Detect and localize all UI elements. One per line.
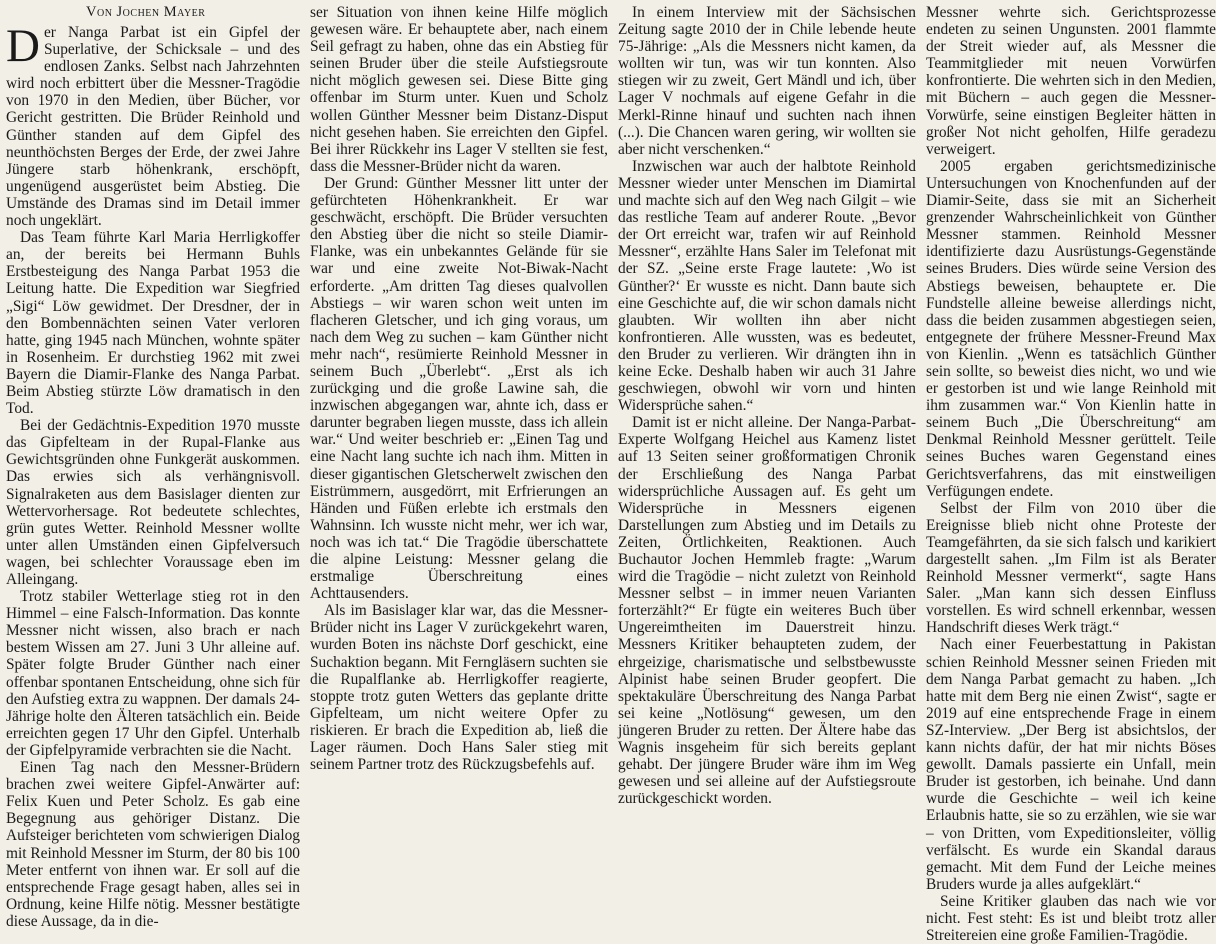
paragraph: Bei der Gedächtnis-Expedition 1970 musste das Gipfelteam in der Rupal-Flanke aus Gewichtsgründen ohne Funkgerät auskommen. Das erwies sich als verhängnisvoll. Signalraketen aus dem Basislager dienten zur Wettervorhersage. Rot bedeutete schlechtes, grün gutes Wetter. Reinhold Messner wollte unter allen Umständen einen Gipfelversuch wagen, bei schlechter Voraussage eben im Alleingang. (6, 417, 300, 588)
paragraph: Trotz stabiler Wetterlage stieg rot in den Himmel – eine Falsch-Information. Das konnte Messner nicht wissen, also brach er nach bestem Wissen am 27. Juni 3 Uhr alleine auf. Später folgte Bruder Günther nach einer offenbar spontanen Entscheidung, ohne sich für den Aufstieg extra zu wappnen. Der damals 24-Jährige holte den Älteren tatsächlich ein. Beide erreichten gegen 17 Uhr den Gipfel. Unterhalb der Gipfelpyramide verbrachten sie die Nacht. (6, 588, 300, 759)
column-4 (926, 4, 1216, 944)
paragraph: Der Nanga Parbat ist ein Gipfel der Superlative, der Schicksale – und des endlosen Zanks. Selbst nach Jahrzehnten wird noch erbittert über die Messner-Tragödie von 1970 in den Medien, über Bücher, vor Gericht gestritten. Die Brüder Reinhold und Günther standen auf dem Gipfel des neunthöchsten Berges der Erde, der zwei Jahre Jüngere starb höhenkrank, erschöpft, ungenügend ausgerüstet beim Abstieg. Die Umstände des Dramas sind im Detail immer noch ungeklärt. (6, 20, 300, 230)
byline: Von Jochen Mayer (86, 4, 206, 20)
paragraph: Einen Tag nach den Messner-Brüdern brachen zwei weitere Gipfel-Anwärter auf: Felix Kuen und Peter Scholz. Es gab eine Begegnung aus gehöriger Distanz. Die Aufsteiger berichteten vom schwierigen Dialog mit Reinhold Messner im Sturm, der 80 bis 100 Meter entfernt von ihnen war. Er soll auf die entsprechende Frage gesagt haben, alles sei in Ordnung, keine Hilfe nötig. Messner bestätigte diese Aussage, da in die- (6, 759, 300, 930)
paragraph-continued: Messner wehrte sich. Gerichtsprozesse endeten zu seinen Ungunsten. 2001 flammte der Streit wieder auf, als Messner die Teammitglieder mit neuen Vorwürfen konfrontierte. Die wehrten sich in den Medien, mit Büchern – auch gegen die Messner-Vorwürfe, seine einstigen Begleiter hätten in großer Not nicht geholfen, Hilfe geradezu verweigert. (926, 4, 1216, 158)
paragraph: 2005 ergaben gerichtsmedizinische Untersuchungen von Knochenfunden auf der Diamir-Seite, dass sie mit an Sicherheit grenzender Wahrscheinlichkeit von Günther Messner stammen. Reinhold Messner identifizierte dazu Ausrüstungs-Gegenstände seines Bruders. Dies würde seine Version des Abstiegs beweisen, behauptete er. Die Fundstelle alleine beweise allerdings nicht, dass die beiden zusammen abgestiegen seien, entgegnete der frühere Messner-Freund Max von Kienlin. „Wenn es tatsächlich Günther sein sollte, so beweist dies nicht, wo und wie er gestorben ist und wie lange Reinhold mit ihm zusammen war.“ Von Kienlin hatte in seinem Buch „Die Überschreitung“ am Denkmal Reinhold Messner gerüttelt. Teile seines Buches waren Gegenstand eines Gerichtsverfahrens, das mit einstweiligen Verfügungen endete. (926, 157, 1216, 500)
column-2 (310, 4, 608, 944)
paragraph: Damit ist er nicht alleine. Der Nanga-Parbat-Experte Wolfgang Heichel aus Kamenz listet auf 13 Seiten seiner großformatigen Chronik der Erschließung des Nanga Parbat widersprüchliche Aussagen auf. Es geht um Widersprüche in Messners eigenen Darstellungen zum Abstieg und im Details zu Zeiten, Örtlichkeiten, Reaktionen. Auch Buchautor Jochen Hemmleb fragte: „Warum wird die Tragödie – nicht zuletzt von Reinhold Messner selbst – in immer neuen Varianten forterzählt?“ Er fügte ein weiteres Buch über Ungereimtheiten im Dauerstreit hinzu. Messners Kritiker behaupteten zudem, der ehrgeizige, charismatische und selbstbewusste Alpinist habe seinen Bruder geopfert. Die spektakuläre Überschreitung des Nanga Parbat sei keine „Notlösung“ gewesen, um den jüngeren Bruder zu retten. Der Ältere habe das Wagnis insgeheim für sich bereits geplant gehabt. Der jüngere Bruder wäre ihm im Weg gewesen und sei alleine auf der Aufstiegsroute zurückgeschickt worden. (618, 414, 916, 808)
paragraph: Der Grund: Günther Messner litt unter der gefürchteten Höhenkrankheit. Er war geschwächt, erschöpft. Die Brüder versuchten den Abstieg über die nicht so steile Diamir-Flanke, was ein unbekanntes Gelände für sie war und eine zweite Not-Biwak-Nacht erforderte. „Am dritten Tag dieses qualvollen Abstiegs – wir waren schon weit unten im flacheren Gletscher, und ich ging voraus, um nach dem Weg zu suchen – kam Günther nicht mehr nach“, resümierte Reinhold Messner in seinem Buch „Überlebt“. „Erst als ich zurückging und die große Lawine sah, die inzwischen abgegangen war, ahnte ich, dass er darunter begraben liegen musste, dass ich allein war.“ Und weiter beschrieb er: „Einen Tag und eine Nacht lang suchte ich nach ihm. Mitten in dieser gigantischen Gletscherwelt zwischen den Eistrümmern, ausgedörrt, mit Erfrierungen an Händen und Füßen erlebte ich erstmals den Wahnsinn. Ich wusste nicht mehr, wer ich war, noch was ich tat.“ Die Tragödie überschattete die alpine Leistung: Messner gelang die erstmalige Überschreitung eines Achttausenders. (310, 174, 608, 603)
drop-cap: D (6, 20, 40, 72)
paragraph: Inzwischen war auch der halbtote Reinhold Messner wieder unter Menschen im Diamirtal und machte sich auf den Weg nach Gilgit – wie das restliche Team auf anderer Route. „Bevor der Ort erreicht war, trafen wir auf Reinhold Messner“, erzählte Hans Saler im Telefonat mit der SZ. „Seine erste Frage lautete: ‚Wo ist Günther?‘ Er wusste es nicht. Dann baute sich eine Geschichte auf, die wir schon damals nicht glaubten. Wir wollten ihn aber nicht konfrontieren. Alle wussten, was es bedeutet, den Bruder zu verlieren. Wir drängten ihn in keine Ecke. Deshalb haben wir auch 31 Jahre geschwiegen, obwohl wir vorn und hinten Widersprüche sahen.“ (618, 157, 916, 415)
paragraph: Als im Basislager klar war, das die Messner-Brüder nicht ins Lager V zurückgekehrt waren, wurden Boten ins nächste Dorf geschickt, eine Suchaktion begann. Mit Ferngläsern suchten sie die Rupalflanke ab. Herrligkoffer reagierte, stoppte trotz guten Wetters das geplante dritte Gipfelteam, um nicht weitere Opfer zu riskieren. Er brach die Expedition ab, ließ die Lager räumen. Doch Hans Saler stieg mit seinem Partner trotz des Rückzugsbefehls auf. (310, 602, 608, 774)
article-columns (6, 4, 1216, 944)
column-3 (618, 4, 916, 944)
paragraph: Das Team führte Karl Maria Herrligkoffer an, der bereits bei Hermann Buhls Erstbesteigung des Nanga Parbat 1953 die Leitung hatte. Die Expedition war Siegfried „Sigi“ Löw gewidmet. Der Dresdner, der in den Bombennächten seinen Vater verloren hatte, ging 1945 nach München, wohnte später in Rosenheim. Er durchstieg 1962 mit zwei Bayern die Diamir-Flanke des Nanga Parbat. Beim Abstieg stürzte Löw dramatisch in den Tod. (6, 229, 300, 418)
paragraph: In einem Interview mit der Sächsischen Zeitung sagte 2010 der in Chile lebende heute 75-Jährige: „Als die Messners nicht kamen, da wollten wir tun, was wir tun konnten. Also stiegen wir zu zweit, Gert Mändl und ich, über Lager V nochmals auf eigene Gefahr in die Merkl-Rinne hinauf und suchten nach ihnen (...). Die Chancen waren gering, wir wollten sie aber nicht verschenken.“ (618, 4, 916, 158)
paragraph: Selbst der Film von 2010 über die Ereignisse blieb nicht ohne Proteste der Teamgefährten, da sie sich falsch und karikiert dargestellt sahen. „Im Film ist als Berater Reinhold Messner vermerkt“, sagte Hans Saler. „Man kann sich dessen Einfluss vorstellen. Es wird schnell erkennbar, wessen Handschrift dieses Werk trägt.“ (926, 499, 1216, 637)
paragraph: Seine Kritiker glauben das nach wie vor nicht. Fest steht: Es ist und bleibt trotz aller Streitereien eine große Familien-Tragödie. (926, 892, 1216, 944)
paragraph-continued: ser Situation von ihnen keine Hilfe möglich gewesen wäre. Er behauptete aber, nach einem Seil gefragt zu haben, ohne das ein Abstieg für seinen Bruder über die steile Aufstiegsroute nicht möglich gewesen sei. Diese Bitte ging offenbar im Sturm unter. Kuen und Scholz wollen Günther Messner beim Distanz-Disput nicht gesehen haben. Sie erreichten den Gipfel. Bei ihrer Rückkehr ins Lager V stellten sie fest, dass die Messner-Brüder nicht da waren. (310, 4, 608, 175)
paragraph: Nach einer Feuerbestattung in Pakistan schien Reinhold Messner seinen Frieden mit dem Nanga Parbat gemacht zu haben. „Ich hatte mit dem Berg nie einen Zwist“, sagte er 2019 auf eine entsprechende Frage in einem SZ-Interview. „Der Berg ist absichtslos, der kann nichts dafür, der hat mir nichts Böses gewollt. Damals passierte ein Unfall, mein Bruder ist gestorben, ich beinahe. Und dann wurde die Geschichte – weil ich keine Erlaubnis hatte, sie so zu erzählen, wie sie war – von Dritten, vom Expeditionsleiter, völlig verfälscht. Es wurde ein Skandal daraus gemacht. Mit dem Fund der Leiche meines Bruders wurde ja alles aufgeklärt.“ (926, 636, 1216, 893)
column-1 (6, 4, 300, 944)
